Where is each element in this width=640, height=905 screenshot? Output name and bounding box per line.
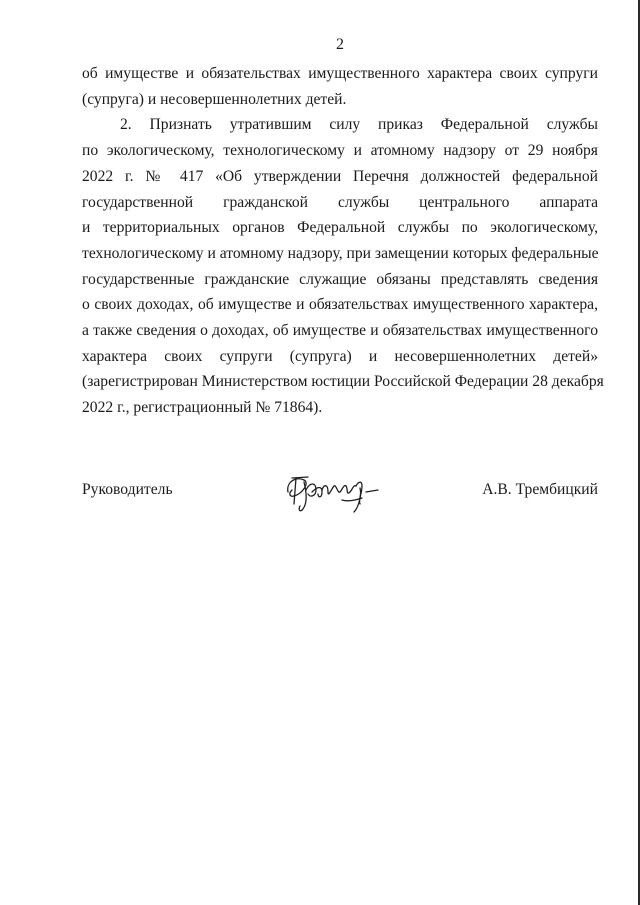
- text-line: а также сведения о доходах, об имуществе и обязательствах имущественного: [82, 322, 598, 340]
- signature-block: [82, 470, 598, 520]
- text-line: по экологическому, технологическому и атомному надзору от 29 ноября: [82, 142, 598, 160]
- text-line: (супруга) и несовершеннолетних детей.: [82, 90, 347, 108]
- signer-name: А.В. Трембицкий: [482, 481, 598, 498]
- paragraph-text: [82, 61, 604, 421]
- text-line: об имуществе и обязательствах имущественного характера своих супруги: [82, 65, 598, 82]
- text-line: и территориальных органов Федеральной службы по экологическому,: [82, 219, 598, 237]
- text-line: государственной гражданской службы центрального аппарата: [82, 193, 598, 211]
- text-line: о своих доходах, об имуществе и обязательствах имущественного характера,: [82, 296, 598, 314]
- text-line: характера своих супруги (супруга) и несовершеннолетних детей»: [82, 347, 598, 365]
- page-number: 2: [336, 36, 344, 53]
- handwritten-signature: [282, 470, 382, 516]
- text-line: (зарегистрирован Министерством юстиции Российской Федерации 28 декабря: [82, 373, 604, 391]
- position-title: Руководитель: [82, 481, 173, 498]
- text-line: 2. Признать утратившим силу приказ Федеральной службы: [120, 116, 598, 134]
- text-line: 2022 г. № 417 «Об утверждении Перечня должностей федеральной: [82, 167, 598, 185]
- text-line: технологическому и атомному надзору, при замещении которых федеральные: [82, 244, 599, 262]
- text-line: 2022 г., регистрационный № 71864).: [82, 399, 323, 417]
- text-line: государственные гражданские служащие обязаны представлять сведения: [82, 270, 598, 288]
